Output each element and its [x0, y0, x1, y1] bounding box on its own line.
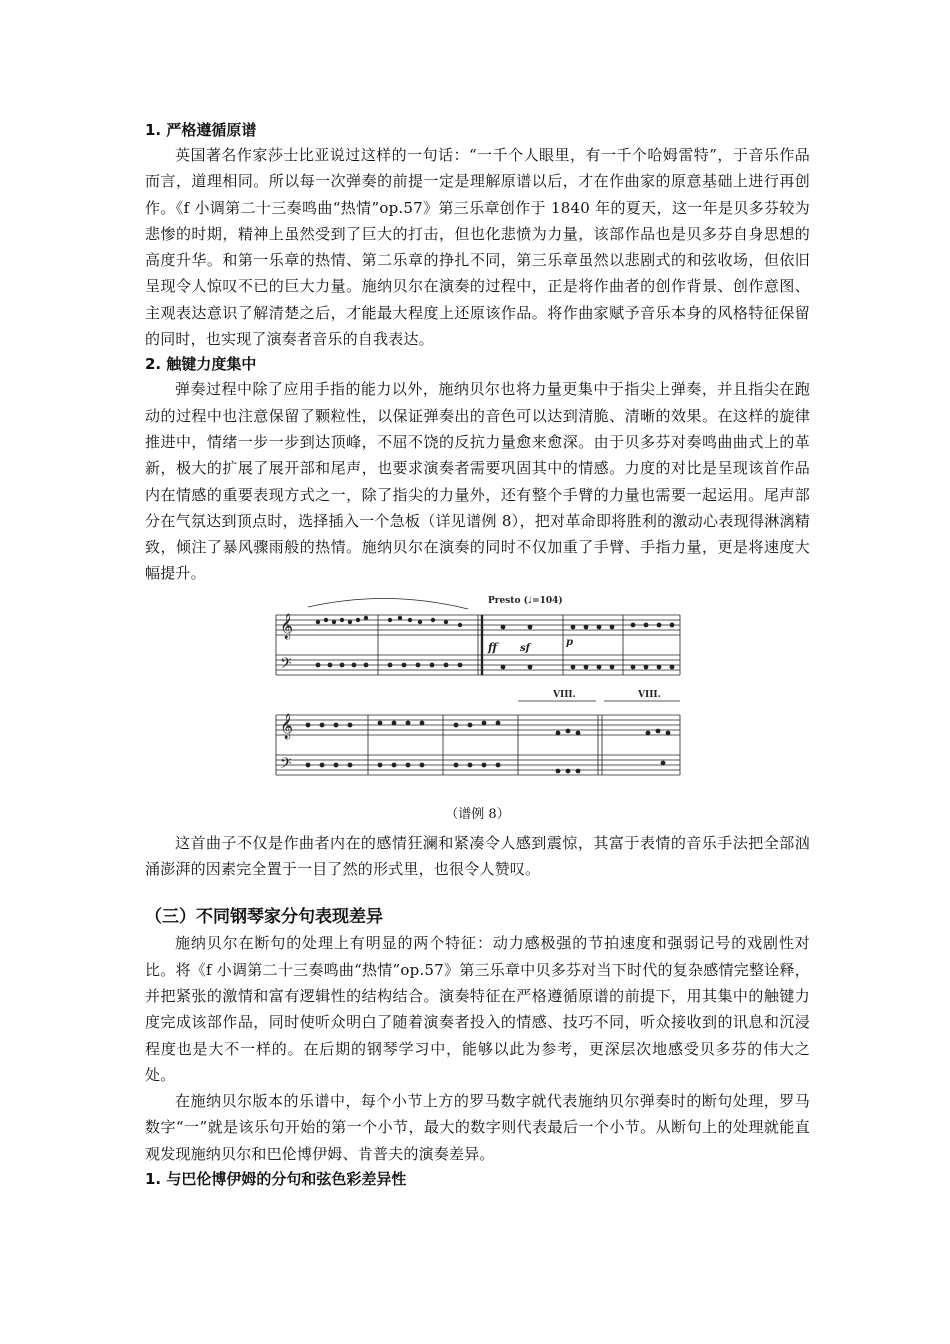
section-title-phrasing: （三）不同钢琴家分句表现差异 [145, 907, 383, 928]
score-system-1 [276, 598, 680, 675]
score-dynamic-ff: ff [487, 640, 497, 654]
paragraph-roman-numerals: 在施纳贝尔版本的乐谱中，每个小节上方的罗马数字就代表施纳贝尔弹奏时的断句处理，罗马数字“一”就是该乐句开始的第一个小节，最大的数字则代表最后一个小节。从断句上的处理就能直观发现施纳贝尔和巴伦博伊姆、肯普夫的演奏差异。 [145, 1092, 810, 1163]
paragraph-touch-strength: 弹奏过程中除了应用手指的能力以外，施纳贝尔也将力量更集中于指尖上弹奏，并且指尖在跑动的过程中也注意保留了颗粒性，以保证弹奏出的音色可以达到清脆、清晰的效果。在这样的旋律推进中，情绪一步一步到达顶峰，不屈不饶的反抗力量愈来愈深。由于贝多芬对奏鸣曲曲式上的革新，极大的扩展了展开部和尾声，也要求演奏者需要巩固其中的情感。力度的对比是呈现该首作品内在情感的重要表现方式之一，除了指尖的力量外，还有整个手臂的力量也需要一起运用。尾声部分在气氛达到顶点时，选择插入一个急板（详见谱例 8），把对革命即将胜利的激动心表现得淋漓精致，倾注了暴风骤雨般的热情。施纳贝尔在演奏的同时不仅加重了手臂、手指力量，更是将速度大幅提升。 [145, 380, 810, 583]
treble-clef-icon-2: 𝄞 [279, 713, 293, 739]
score-dynamic-sf: sf [519, 642, 530, 654]
score-tempo: Presto (♩=104) [487, 595, 563, 606]
music-score-figure [268, 593, 688, 798]
paragraph-emotion: 这首曲子不仅是作曲者内在的感情狂澜和紧凑令人感到震惊，其富于表情的音乐手法把全部汹涌澎湃的因素完全置于一目了然的形式里，也很令人赞叹。 [145, 833, 810, 879]
paragraph-phrasing-features: 施纳贝尔在断句的处理上有明显的两个特征：动力感极强的节拍速度和强弱记号的戏剧性对比。将《f 小调第二十三奏鸣曲“热情”op.57》第三乐章中贝多芬对当下时代的复杂感情完整诠释，并把紧张的激情和富有逻辑性的结构结合。演奏特征在严格遵循原谱的前提下，用其集中的触键力度完成该部作品，同时使听众明白了随着演奏者投入的情感、技巧不同，听众接收到的讯息和沉浸程度也是大不一样的。在后期的钢琴学习中，能够以此为参考，更深层次地感受贝多芬的伟大之处。 [145, 934, 810, 1084]
document-page [145, 118, 810, 1191]
figure-caption: （谱例 8） [445, 806, 510, 822]
score-dynamic-p: p [565, 636, 573, 648]
score-roman-label-2: VIII. [637, 689, 661, 700]
paragraph-strict-score: 英国著名作家莎士比亚说过这样的一句话：“一千个人眼里，有一千个哈姆雷特”，于音乐作品而言，道理相同。所以每一次弹奏的前提一定是理解原谱以后，才在作曲家的原意基础上进行再创作。《f 小调第二十三奏鸣曲“热情”op.57》第三乐章创作于 1840 年的夏天，这一年是贝多芬较为悲惨的时期，精神上虽然受到了巨大的打击，但也化悲愤为力量，该部作品也是贝多芬自身思想的高度升华。和第一乐章的热情、第二乐章的挣扎不同，第三乐章虽然以悲剧式的和弦收场，但依旧呈现令人惊叹不已的巨大力量。施纳贝尔在演奏的过程中，正是将作曲者的创作背景、创作意图、主观表达意识了解清楚之后，才能最大程度上还原该作品。将作曲家赋予音乐本身的风格特征保留的同时，也实现了演奏者音乐的自我表达。 [145, 146, 810, 349]
treble-clef-icon: 𝄞 [279, 613, 293, 639]
heading-barenboim: 1. 与巴伦博伊姆的分句和弦色彩差异性 [145, 1170, 407, 1189]
heading-touch-strength: 2. 触键力度集中 [145, 355, 257, 374]
bass-clef-icon-2: 𝄢 [279, 754, 292, 776]
heading-strict-score: 1. 严格遵循原谱 [145, 121, 257, 139]
bass-clef-icon: 𝄢 [279, 654, 292, 676]
score-notes-2 [305, 720, 670, 773]
score-roman-label-1: VIII. [552, 689, 576, 700]
